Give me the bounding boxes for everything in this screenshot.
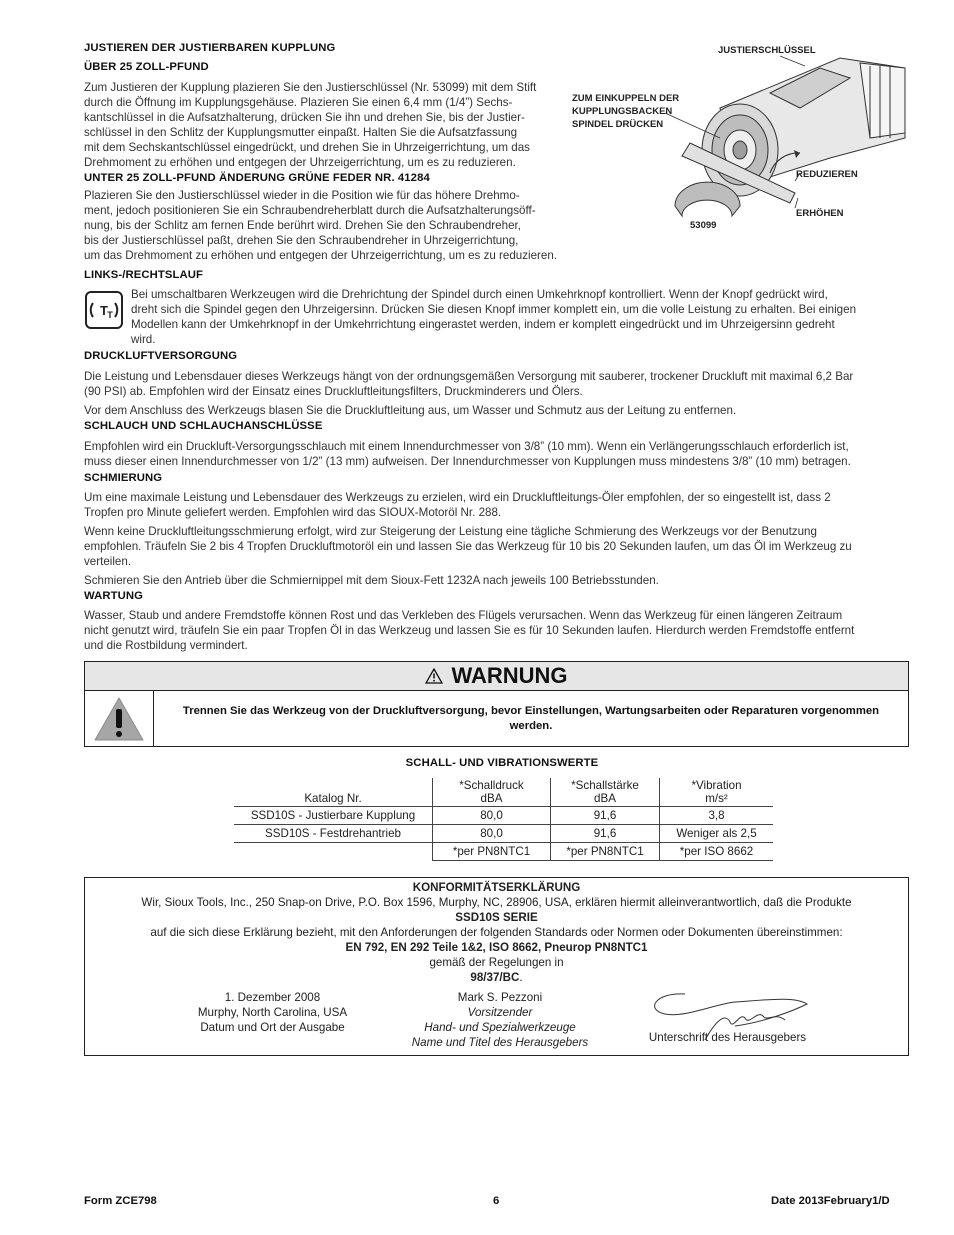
text-line: (90 PSI) ab. Empfohlen wird der Einsatz eines Druckluftleitungsfilters, Druckminderers und Ölers. [84, 385, 583, 398]
warning-triangle-icon [425, 668, 443, 684]
table-cell: 91,6 [551, 825, 660, 843]
section-text-maintenance [84, 608, 914, 653]
text-line: dreht sich die Spindel gegen den Uhrzeigersinn. Drücken Sie diesen Knopf immer komplett ein, um die volle Leistung zu erhalten. Bei einigen [131, 303, 857, 316]
header-line: dBA [594, 792, 616, 805]
declaration-text [85, 878, 908, 985]
text-line: nicht genutzt wird, träufeln Sie ein paar Tropfen Öl in das Werkzeug und lassen Sie es für 10 Sekunden laufen. Hierdurch werden Fremdstoffe entfernt [84, 624, 855, 637]
section-heading-hose: SCHLAUCH UND SCHLAUCHANSCHLÜSSE [84, 420, 323, 432]
table-note: *per PN8NTC1 [551, 843, 660, 861]
clutch-adjustment-figure [570, 38, 910, 238]
table-cell: SSD10S - Justierbare Kupplung [234, 807, 433, 825]
text-line: ment, jedoch positionieren Sie ein Schraubendreherblatt durch die Aufsatzhalterungsöff- [84, 204, 536, 217]
section-heading-under-25: UNTER 25 ZOLL-PFUND ÄNDERUNG GRÜNE FEDER NR. 41284 [84, 172, 430, 184]
table-header-cell [660, 778, 774, 807]
section-text-clutch-adjust [84, 80, 564, 170]
section-text-hose [84, 439, 914, 469]
declaration-series: SSD10S SERIE [455, 911, 538, 924]
text-line: wird. [131, 333, 156, 346]
table-row [234, 807, 773, 825]
declaration-line: Wir, Sioux Tools, Inc., 250 Snap-on Drive, P.O. Box 1596, Murphy, NC, 28906, USA, erklären hiermit alleinverantwortlich, daß die Produkte [141, 896, 852, 909]
header-line: *Schalldruck [459, 779, 524, 792]
header-line: m/s² [705, 792, 728, 805]
table-header-row [234, 778, 773, 807]
figure-label-increase: ERHÖHEN [796, 208, 844, 219]
table-cell [234, 843, 433, 861]
svg-text:T: T [107, 310, 113, 320]
warning-text-line: werden. [509, 719, 553, 732]
text-line: Drehmoment zu erhöhen und entgegen der Uhrzeigerrichtung, um es zu reduzieren. [84, 156, 516, 169]
text-line: empfohlen. Träufeln Sie 2 bis 4 Tropfen Druckluftmotoröl ein und lassen Sie das Werkzeug für 10 bis 20 Sekunden laufen, um das Öl im Werkzeug zu [84, 540, 852, 553]
table-header-cell [551, 778, 660, 807]
text-line: Tropfen pro Minute geliefert werden. Empfohlen wird das SIOUX-Motoröl Nr. 288. [84, 506, 502, 519]
table-notes-row [234, 843, 773, 861]
text-line: kantschlüssel in die Aufsatzhalterung, drücken Sie ihn und drehen Sie, bis der Justier- [84, 111, 525, 124]
declaration-signature-label: Unterschrift des Herausgebers [648, 1031, 807, 1044]
text-line: mit dem Sechskantschlüssel eingedrückt, und drehen Sie in Uhrzeigerrichtung, um das [84, 141, 530, 154]
text-line: Die Leistung und Lebensdauer dieses Werkzeugs hängt von der ordnungsgemäßen Versorgung mit sauberer, trockener Druckluft mit maximal 6,2 Bar [84, 370, 854, 383]
header-line: *Vibration [691, 779, 742, 792]
text-line: muss dieser einen Innendurchmesser von 1/2” (13 mm) aufweisen. Der Innendurchmesser von Kupplungen muss mindestens 3/8” (10 mm) betragen. [84, 455, 851, 468]
text-line: Wasser, Staub und andere Fremdstoffe können Rost und das Verkleben des Flügels verursachen. Wenn das Werkzeug für einen längeren Zeitraum [84, 609, 843, 622]
section-heading-lubrication: SCHMIERUNG [84, 472, 163, 484]
header-line: *Schallstärke [571, 779, 639, 792]
declaration-line: gemäß der Regelungen in [429, 956, 564, 969]
declaration-title: KONFORMITÄTSERKLÄRUNG [412, 881, 581, 894]
text-line: um das Drehmoment zu erhöhen und entgegen der Uhrzeigerrichtung, um es zu reduzieren. [84, 249, 558, 262]
text-line: Zum Justieren der Kupplung plazieren Sie den Justierschlüssel (Nr. 53099) mit dem Stift [84, 81, 537, 94]
text-line: Wenn keine Druckluftleitungsschmierung erfolgt, wird zur Steigerung der Leistung eine tägliche Schmierung des Werkzeugs vor der Benutzung [84, 525, 817, 538]
section-heading-maintenance: WARTUNG [84, 590, 144, 602]
declaration-signer [385, 990, 615, 1050]
declaration-directive: 98/37/BC [470, 971, 520, 984]
footer-page-number: 6 [493, 1195, 500, 1207]
table-cell: 3,8 [660, 807, 774, 825]
text-line: Schmieren Sie den Antrieb über die Schmiernippel mit dem Sioux-Fett 1232A nach jeweils 100 Betriebsstunden. [84, 574, 659, 587]
figure-label-part-number: 53099 [690, 220, 717, 231]
section-heading-direction: LINKS-/RECHTSLAUF [84, 269, 204, 281]
table-header-cell [234, 778, 433, 807]
table-cell: 80,0 [433, 825, 551, 843]
text-line: Bei umschaltbaren Werkzeugen wird die Drehrichtung der Spindel durch einen Umkehrknopf kontrolliert. Wenn der Knopf gedrückt wird, [131, 288, 828, 301]
warning-icon-cell [85, 691, 154, 746]
declaration-standards: EN 792, EN 292 Teile 1&2, ISO 8662, Pneurop PN8NTC1 [345, 941, 648, 954]
text-line: Plazieren Sie den Justierschlüssel wieder in die Position wie für das höhere Drehmo- [84, 189, 520, 202]
declaration-signer-title: Hand- und Spezialwerkzeuge [424, 1021, 576, 1034]
table-cell: 80,0 [433, 807, 551, 825]
text-line: Vor dem Anschluss des Werkzeugs blasen Sie die Druckluftleitung aus, um Wasser und Schmutz aus der Leitung zu entfernen. [84, 404, 737, 417]
text-line: schlüssel in den Schlitz der Kupplungsmutter einpaßt. Halten Sie die Aufsatzfassung [84, 126, 518, 139]
section-heading-air-supply: DRUCKLUFTVERSORGUNG [84, 350, 238, 362]
figure-label-line: ZUM EINKUPPELN DER [572, 93, 680, 104]
text-line: bis der Justierschlüssel paßt, drehen Sie den Schraubendreher in Uhrzeigerrichtung, [84, 234, 519, 247]
footer-form: Form ZCE798 [84, 1195, 157, 1207]
section-text-direction [131, 287, 911, 347]
table-note: *per PN8NTC1 [433, 843, 551, 861]
text-line: und die Rostbildung vermindert. [84, 639, 248, 652]
figure-label-line: KUPPLUNGSBACKEN [572, 106, 673, 117]
declaration-box [84, 877, 909, 1056]
declaration-place: Murphy, North Carolina, USA [197, 1006, 348, 1019]
text-line: Um eine maximale Leistung und Lebensdauer des Werkzeugs zu erzielen, wird ein Druckluftleitungs-Öler empfohlen, der so eingestellt ist, dass 2 [84, 491, 831, 504]
clutch-tool-illustration [570, 38, 910, 238]
sound-vibration-table [234, 778, 773, 861]
table-row [234, 825, 773, 843]
section-subheading-over-25: ÜBER 25 ZOLL-PFUND [84, 61, 209, 73]
section-heading-clutch-adjust: JUSTIEREN DER JUSTIERBAREN KUPPLUNG [84, 42, 336, 54]
warning-header [85, 662, 908, 691]
text-line: Empfohlen wird ein Druckluft-Versorgungsschlauch mit einem Innendurchmesser von 3/8” (10 mm). Wenn ein Verlängerungsschlauch erforderlich ist, [84, 440, 849, 453]
declaration-signer-label: Name und Titel des Herausgebers [411, 1036, 589, 1049]
svg-text:T: T [100, 303, 108, 318]
table-cell: 91,6 [551, 807, 660, 825]
sound-table-title: SCHALL- UND VIBRATIONSWERTE [405, 757, 599, 769]
declaration-signer-title: Vorsitzender [467, 1006, 533, 1019]
text-line: durch die Öffnung im Kupplungsgehäuse. Plazieren Sie einen 6,4 mm (1/4”) Sechs- [84, 96, 513, 109]
header-line: dBA [480, 792, 503, 805]
declaration-date-place [175, 990, 370, 1035]
reverse-torque-icon [84, 290, 124, 330]
figure-label-reduce: REDUZIEREN [796, 169, 858, 180]
figure-label-push [572, 92, 679, 131]
figure-label-key: JUSTIERSCHLÜSSEL [718, 45, 816, 56]
declaration-date: 1. Dezember 2008 [224, 991, 321, 1004]
figure-label-line: SPINDEL DRÜCKEN [572, 119, 664, 130]
declaration-date-place-label: Datum und Ort der Ausgabe [200, 1021, 345, 1034]
warning-title: WARNUNG [451, 663, 568, 688]
warning-box [84, 661, 909, 747]
section-text-under-25 [84, 188, 594, 263]
table-header-cell [433, 778, 551, 807]
table-cell: SSD10S - Festdrehantrieb [234, 825, 433, 843]
footer-date: Date 2013February1/D [771, 1195, 890, 1207]
header-line: Katalog Nr. [304, 792, 362, 805]
table-cell: Weniger als 2,5 [660, 825, 774, 843]
exclamation-triangle-icon [93, 696, 145, 742]
declaration-signer-name: Mark S. Pezzoni [457, 991, 543, 1004]
warning-text [154, 691, 908, 746]
declaration-directive-period: . [519, 971, 523, 984]
warning-text-line: Trennen Sie das Werkzeug von der Druckluftversorgung, bevor Einstellungen, Wartungsarbeiten oder Reparaturen vorgenommen [182, 704, 880, 717]
table-note: *per ISO 8662 [660, 843, 774, 861]
text-line: nung, bis der Schlitz am fernen Ende berührt wird. Drehen Sie den Schraubendreher, [84, 219, 521, 232]
text-line: verteilen. [84, 555, 132, 568]
section-text-lubrication [84, 490, 914, 588]
declaration-line: auf die sich diese Erklärung bezieht, mit den Anforderungen der folgenden Standards oder Normen oder Dokumenten übereinstimmen: [150, 926, 843, 939]
section-text-air-supply [84, 369, 914, 418]
text-line: Modellen kann der Umkehrknopf in der Umkehrrichtung eingerastet werden, indem er komplett eingedrückt und im Uhrzeigersinn gedreht [131, 318, 835, 331]
